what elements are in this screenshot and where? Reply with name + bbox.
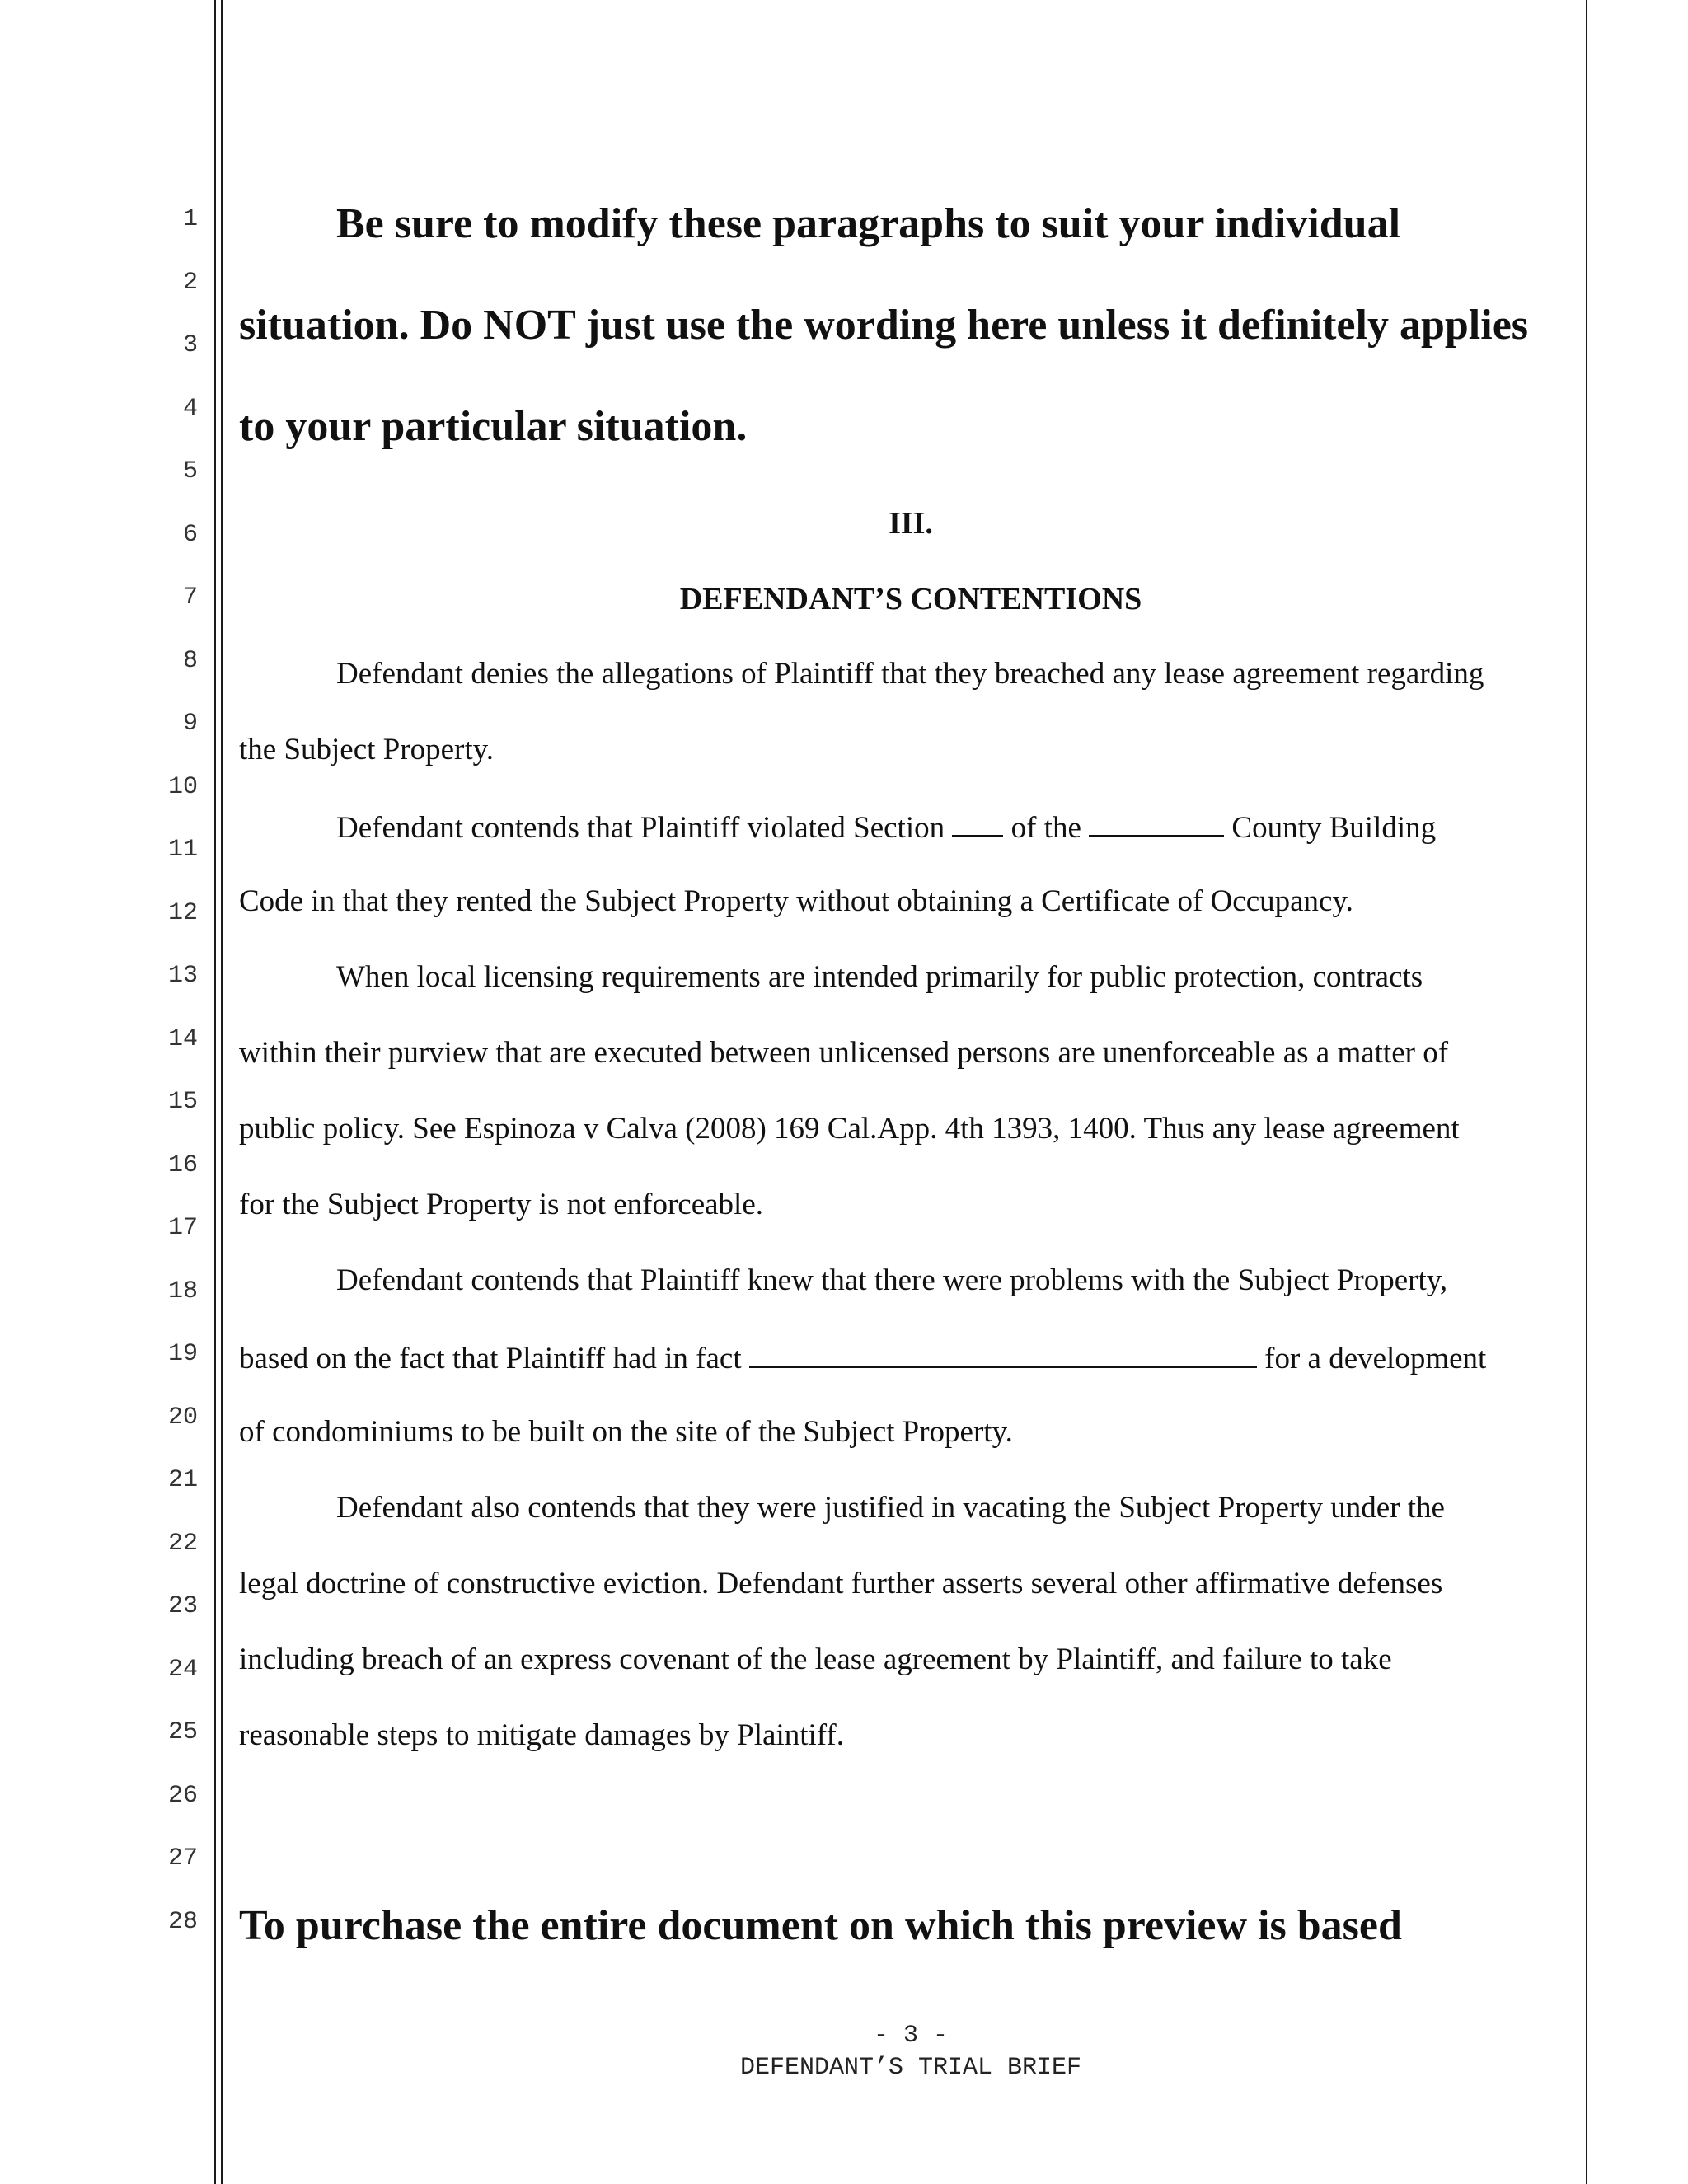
modify-notice-line-1: Be sure to modify these paragraphs to suit your individual: [336, 200, 1401, 247]
paragraph-line: for the Subject Property is not enforceable.: [239, 1188, 763, 1221]
section-title: DEFENDANT’S CONTENTIONS: [679, 582, 1142, 616]
line-number: 8: [182, 647, 198, 675]
section-number: III.: [889, 506, 933, 541]
purchase-notice: To purchase the entire document on which this preview is based: [239, 1902, 1402, 1949]
paragraph-line: Defendant also contends that they were justified in vacating the Subject Property under the: [336, 1491, 1445, 1525]
paragraph-text: of the: [1010, 811, 1081, 845]
paragraph-line: Defendant contends that Plaintiff knew that there were problems with the Subject Property,: [336, 1263, 1448, 1297]
line-number: 10: [167, 773, 198, 801]
line-number: 5: [182, 457, 198, 485]
paragraph-line: [239, 1338, 1486, 1378]
paragraph-line: Code in that they rented the Subject Property without obtaining a Certificate of Occupancy.: [239, 884, 1353, 918]
right-margin-rule: [1586, 0, 1587, 2184]
line-number: 21: [167, 1466, 198, 1494]
paragraph-line: public policy. See Espinoza v Calva (2008) 169 Cal.App. 4th 1393, 1400. Thus any lease agreement: [239, 1112, 1460, 1146]
line-number: 24: [167, 1656, 198, 1684]
line-number: 18: [167, 1277, 198, 1305]
line-number: 15: [167, 1088, 198, 1116]
line-number: 1: [182, 205, 198, 233]
left-margin-rule-outer: [214, 0, 216, 2184]
line-number: 16: [167, 1151, 198, 1179]
paragraph-text: for a development: [1264, 1342, 1487, 1376]
paragraph-line: reasonable steps to mitigate damages by Plaintiff.: [239, 1718, 845, 1752]
paragraph-text: based on the fact that Plaintiff had in fact: [239, 1342, 742, 1376]
line-number: 12: [167, 899, 198, 927]
modify-notice-line-2: situation. Do NOT just use the wording here unless it definitely applies: [239, 302, 1529, 349]
line-number: 22: [167, 1530, 198, 1558]
paragraph-line: Defendant denies the allegations of Plaintiff that they breached any lease agreement regarding: [336, 657, 1484, 691]
paragraph-text: Defendant contends that Plaintiff violated Section: [336, 811, 945, 845]
line-number: 11: [167, 836, 198, 864]
modify-notice-line-3: to your particular situation.: [239, 403, 748, 450]
line-number: 20: [167, 1404, 198, 1432]
paragraph-line: When local licensing requirements are intended primarily for public protection, contracts: [336, 960, 1423, 994]
line-number: 3: [182, 331, 198, 359]
line-number: 27: [167, 1844, 198, 1872]
fill-in-blank: [749, 1338, 1257, 1368]
line-number: 7: [182, 583, 198, 612]
paragraph-line: [336, 807, 1436, 847]
line-number: 9: [182, 710, 198, 738]
line-number: 28: [167, 1908, 198, 1936]
line-number: 19: [167, 1340, 198, 1368]
county-name-blank: [1089, 807, 1224, 837]
line-number: 2: [182, 269, 198, 297]
line-number: 23: [167, 1592, 198, 1620]
paragraph-text: County Building: [1231, 811, 1437, 845]
line-number: 14: [167, 1025, 198, 1053]
footer-title: DEFENDANT’S TRIAL BRIEF: [739, 2054, 1082, 2082]
line-number: 26: [167, 1782, 198, 1810]
left-margin-rule-inner: [221, 0, 223, 2184]
page-number: - 3 -: [873, 2022, 948, 2050]
line-number: 6: [182, 521, 198, 549]
paragraph-line: within their purview that are executed between unlicensed persons are unenforceable as a matter of: [239, 1036, 1449, 1070]
line-number: 17: [167, 1214, 198, 1242]
line-number: 4: [182, 395, 198, 423]
line-number: 25: [167, 1718, 198, 1746]
paragraph-line: the Subject Property.: [239, 733, 494, 766]
section-number-blank: [952, 807, 1003, 837]
paragraph-line: of condominiums to be built on the site of the Subject Property.: [239, 1415, 1013, 1449]
line-number: 13: [167, 962, 198, 990]
paragraph-line: legal doctrine of constructive eviction. Defendant further asserts several other affirmative defenses: [239, 1567, 1443, 1601]
paragraph-line: including breach of an express covenant of the lease agreement by Plaintiff, and failure to take: [239, 1643, 1392, 1676]
